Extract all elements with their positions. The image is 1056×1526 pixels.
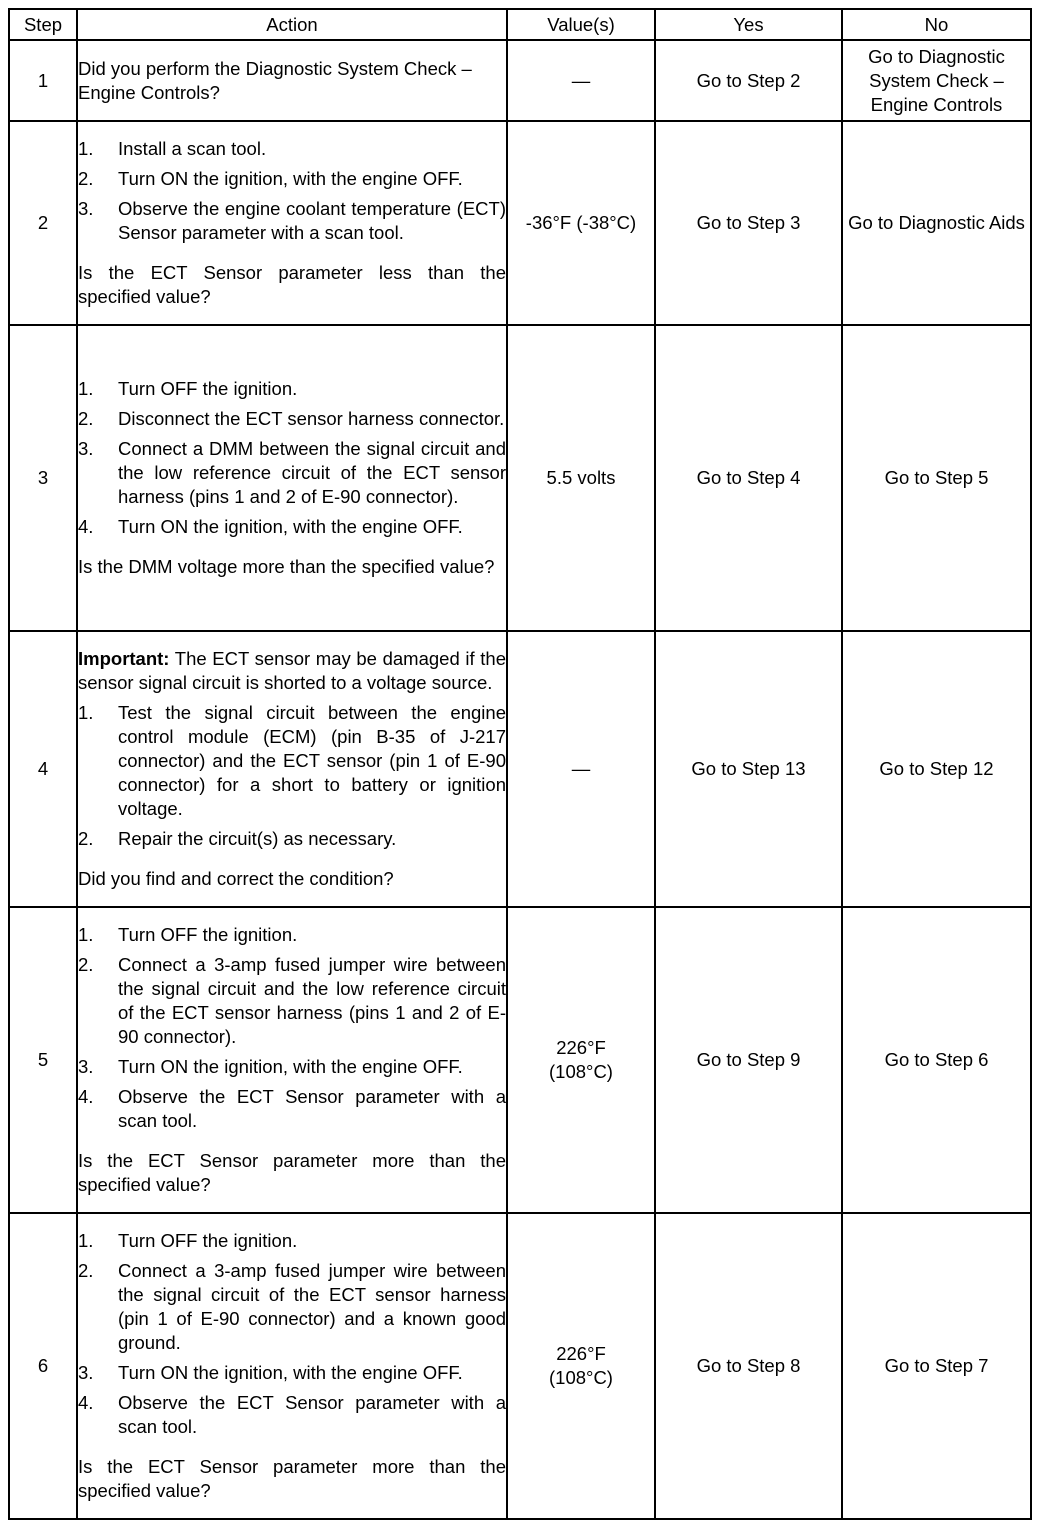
item-number: 1.	[78, 924, 94, 945]
yes-cell: Go to Step 13	[655, 631, 842, 907]
step-number: 1	[9, 40, 77, 121]
procedure-list	[78, 137, 506, 245]
item-text: Test the signal circuit between the engine control module (ECM) (pin B-35 of J-217 connector) and the ECT sensor (pin 1 of E-90 connector) for a short to battery or ignition voltage.	[118, 702, 506, 819]
item-number: 4.	[78, 516, 94, 537]
value-cell: —	[507, 631, 655, 907]
header-action: Action	[77, 9, 507, 40]
item-number: 3.	[78, 1362, 94, 1383]
list-item	[78, 1259, 506, 1355]
item-number: 2.	[78, 168, 94, 189]
header-step: Step	[9, 9, 77, 40]
action-cell	[77, 1213, 507, 1519]
step-number: 6	[9, 1213, 77, 1519]
question-text: Is the DMM voltage more than the specified value?	[78, 556, 495, 577]
procedure-list	[78, 923, 506, 1133]
list-item	[78, 197, 506, 245]
item-number: 4.	[78, 1086, 94, 1107]
item-number: 2.	[78, 1260, 94, 1281]
no-cell: Go to Step 12	[842, 631, 1031, 907]
list-item	[78, 1229, 506, 1253]
yes-cell: Go to Step 2	[655, 40, 842, 121]
action-cell	[77, 907, 507, 1213]
item-number: 1.	[78, 378, 94, 399]
action-cell	[77, 325, 507, 631]
list-item	[78, 827, 506, 851]
item-text: Turn ON the ignition, with the engine OFF.	[118, 516, 463, 537]
item-text: Turn ON the ignition, with the engine OFF.	[118, 1362, 463, 1383]
item-text: Connect a 3-amp fused jumper wire between the signal circuit of the ECT sensor harness (pin 1 of E-90 connector) and a known good ground.	[118, 1260, 506, 1353]
item-text: Connect a DMM between the signal circuit and the low reference circuit of the ECT sensor harness (pins 1 and 2 of E-90 connector).	[118, 438, 506, 507]
action-cell	[77, 40, 507, 121]
yes-cell: Go to Step 9	[655, 907, 842, 1213]
item-text: Repair the circuit(s) as necessary.	[118, 828, 397, 849]
action-cell	[77, 631, 507, 907]
item-number: 2.	[78, 828, 94, 849]
header-yes: Yes	[655, 9, 842, 40]
item-text: Turn OFF the ignition.	[118, 924, 298, 945]
question-text: Did you find and correct the condition?	[78, 868, 394, 889]
list-item	[78, 1055, 506, 1079]
item-text: Turn ON the ignition, with the engine OFF.	[118, 1056, 463, 1077]
table-row	[9, 1213, 1031, 1519]
item-number: 4.	[78, 1392, 94, 1413]
important-note	[78, 647, 506, 695]
value-cell	[507, 1213, 655, 1519]
item-number: 1.	[78, 702, 94, 723]
yes-cell: Go to Step 3	[655, 121, 842, 325]
step-number: 2	[9, 121, 77, 325]
procedure-list	[78, 377, 506, 539]
step-number: 4	[9, 631, 77, 907]
important-text: The ECT sensor may be damaged if the sensor signal circuit is shorted to a voltage source.	[78, 648, 506, 693]
header-no: No	[842, 9, 1031, 40]
procedure-list	[78, 1229, 506, 1439]
list-item	[78, 377, 506, 401]
item-number: 3.	[78, 438, 94, 459]
question-text: Is the ECT Sensor parameter more than the specified value?	[78, 1150, 506, 1195]
diagnostic-table	[8, 8, 1032, 1520]
item-text: Turn ON the ignition, with the engine OFF.	[118, 168, 463, 189]
item-number: 3.	[78, 1056, 94, 1077]
value-celsius: (108°C)	[549, 1061, 613, 1082]
question-text: Did you perform the Diagnostic System Check – Engine Controls?	[78, 57, 472, 103]
yes-cell: Go to Step 4	[655, 325, 842, 631]
value-fahrenheit: 226°F	[556, 1037, 606, 1058]
question-text: Is the ECT Sensor parameter more than the specified value?	[78, 1456, 506, 1501]
step-number: 5	[9, 907, 77, 1213]
action-cell	[77, 121, 507, 325]
item-text: Disconnect the ECT sensor harness connector.	[118, 408, 505, 429]
value-fahrenheit: 226°F	[556, 1343, 606, 1364]
step-number: 3	[9, 325, 77, 631]
table-row	[9, 907, 1031, 1213]
list-item	[78, 407, 506, 431]
item-text: Install a scan tool.	[118, 138, 267, 159]
table-row	[9, 121, 1031, 325]
no-cell: Go to Step 7	[842, 1213, 1031, 1519]
yes-cell: Go to Step 8	[655, 1213, 842, 1519]
item-text: Observe the ECT Sensor parameter with a scan tool.	[118, 1086, 506, 1131]
item-number: 2.	[78, 954, 94, 975]
no-cell: Go to Diagnostic Aids	[842, 121, 1031, 325]
list-item	[78, 1361, 506, 1385]
item-text: Observe the engine coolant temperature (ECT) Sensor parameter with a scan tool.	[118, 198, 506, 243]
no-cell: Go to Step 6	[842, 907, 1031, 1213]
no-cell: Go to Diagnostic System Check – Engine Controls	[842, 40, 1031, 121]
list-item	[78, 1391, 506, 1439]
value-celsius: (108°C)	[549, 1367, 613, 1388]
list-item	[78, 137, 506, 161]
value-cell: —	[507, 40, 655, 121]
item-text: Observe the ECT Sensor parameter with a scan tool.	[118, 1392, 506, 1437]
header-values: Value(s)	[507, 9, 655, 40]
value-cell: 5.5 volts	[507, 325, 655, 631]
question-text: Is the ECT Sensor parameter less than the specified value?	[78, 262, 506, 307]
no-cell: Go to Step 5	[842, 325, 1031, 631]
table-row	[9, 40, 1031, 121]
table-row	[9, 325, 1031, 631]
item-text: Connect a 3-amp fused jumper wire between the signal circuit and the low reference circuit of the ECT sensor harness (pins 1 and 2 of E-90 connector).	[118, 954, 506, 1047]
item-number: 1.	[78, 138, 94, 159]
list-item	[78, 923, 506, 947]
item-number: 1.	[78, 1230, 94, 1251]
important-label: Important:	[78, 648, 170, 669]
item-text: Turn OFF the ignition.	[118, 378, 298, 399]
header-row	[9, 9, 1031, 40]
procedure-list	[78, 701, 506, 851]
list-item	[78, 437, 506, 509]
list-item	[78, 167, 506, 191]
list-item	[78, 515, 506, 539]
list-item	[78, 701, 506, 821]
item-number: 3.	[78, 198, 94, 219]
item-text: Turn OFF the ignition.	[118, 1230, 298, 1251]
value-cell	[507, 907, 655, 1213]
table-row	[9, 631, 1031, 907]
list-item	[78, 953, 506, 1049]
item-number: 2.	[78, 408, 94, 429]
value-cell: -36°F (-38°C)	[507, 121, 655, 325]
list-item	[78, 1085, 506, 1133]
